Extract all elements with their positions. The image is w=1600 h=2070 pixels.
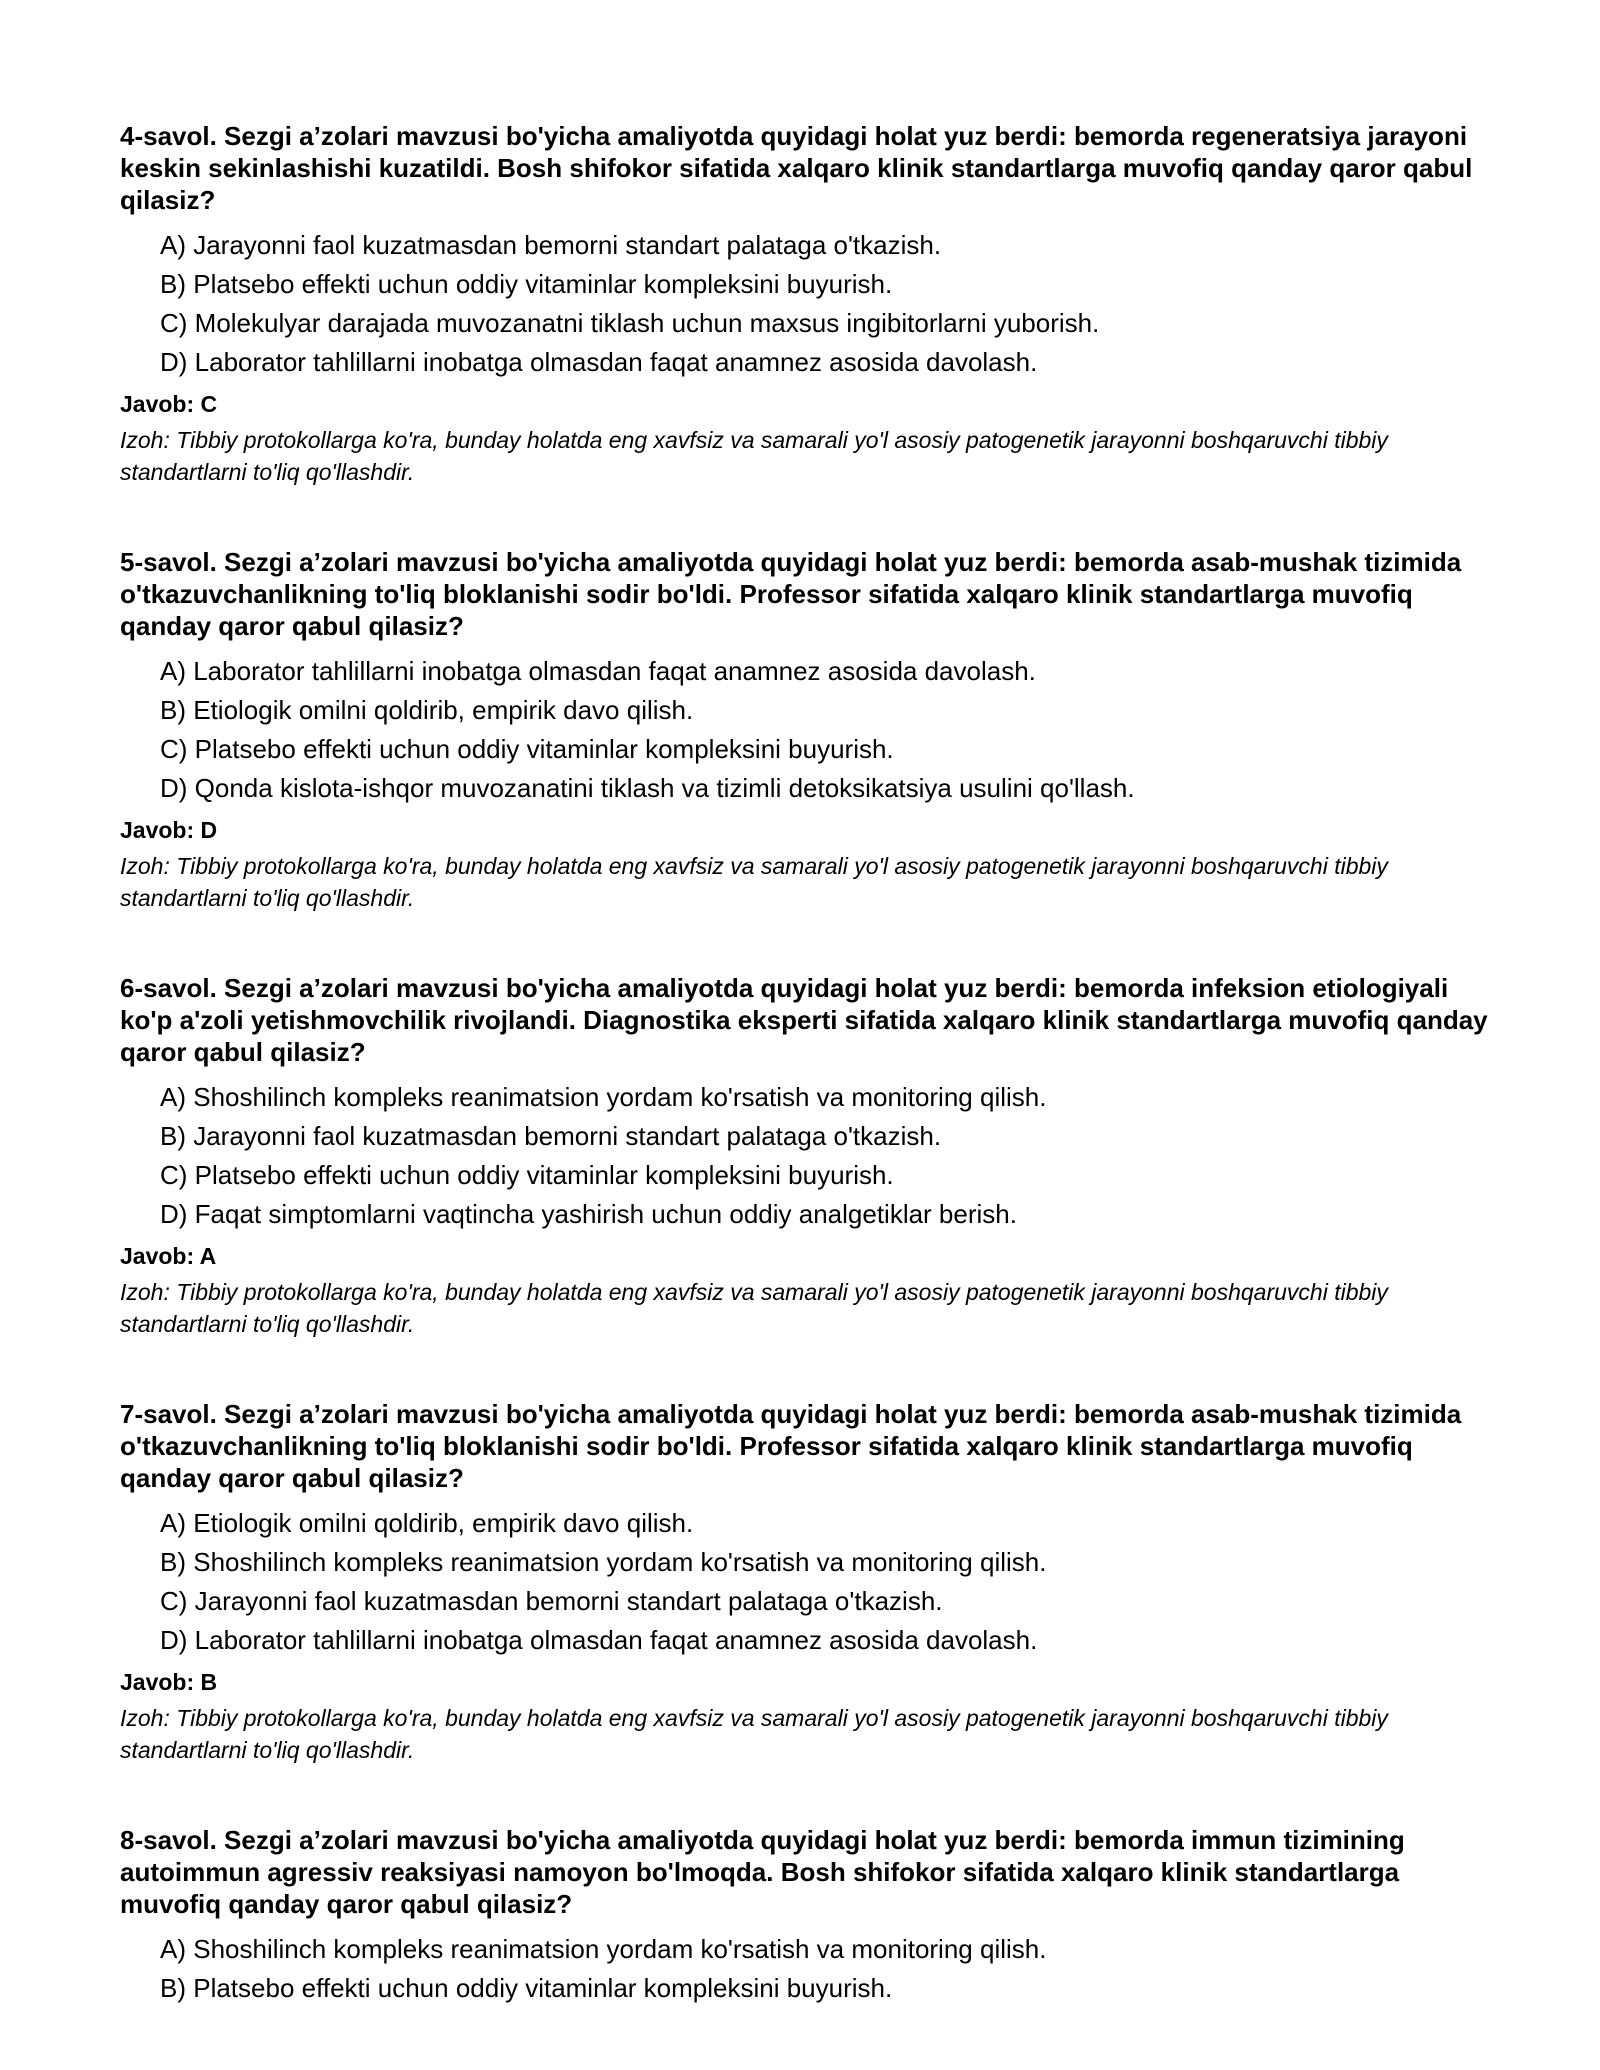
option-a: A) Etiologik omilni qoldirib, empirik davo qilish. xyxy=(160,1508,694,1538)
answer: Javob: B xyxy=(120,1669,218,1695)
answer: Javob: A xyxy=(120,1243,217,1269)
options-list xyxy=(120,1930,1500,2008)
option-b: B) Platsebo effekti uchun oddiy vitaminlar kompleksini buyurish. xyxy=(160,269,893,299)
question-block xyxy=(120,972,1500,1340)
explanation: Izoh: Tibbiy protokollarga ko'ra, bunday holatda eng xavfsiz va samarali yo'l asosiy patogenetik jarayonni boshqaruvchi tibbiy standartlarni to'liq qo'llashdir. xyxy=(120,427,1388,485)
option-a: A) Shoshilinch kompleks reanimatsion yordam ko'rsatish va monitoring qilish. xyxy=(160,1082,1047,1112)
question-text: 8-savol. Sezgi a’zolari mavzusi bo'yicha amaliyotda quyidagi holat yuz berdi: bemorda immun tizimining autoimmun agressiv reaksiyasi namoyon bo'lmoqda. Bosh shifokor sifatida xalqaro klinik standartlarga muvofiq qanday qaror qabul qilasiz? xyxy=(120,1825,1405,1919)
option-b: B) Jarayonni faol kuzatmasdan bemorni standart palataga o'tkazish. xyxy=(160,1121,942,1151)
question-text: 7-savol. Sezgi a’zolari mavzusi bo'yicha amaliyotda quyidagi holat yuz berdi: bemorda asab-mushak tizimida o'tkazuvchanlikning to'liq bloklanishi sodir bo'ldi. Professor sifatida xalqaro klinik standartlarga muvofiq qanday qaror qabul qilasiz? xyxy=(120,1399,1462,1493)
question-block xyxy=(120,1398,1500,1766)
question-text: 6-savol. Sezgi a’zolari mavzusi bo'yicha amaliyotda quyidagi holat yuz berdi: bemorda infeksion etiologiyali ko'p a'zoli yetishmovchilik rivojlandi. Diagnostika eksperti sifatida xalqaro klinik standartlarga muvofiq qanday qaror qabul qilasiz? xyxy=(120,973,1488,1067)
options-list xyxy=(120,1504,1500,1660)
option-c: C) Platsebo effekti uchun oddiy vitaminlar kompleksini buyurish. xyxy=(160,734,894,764)
option-b: B) Platsebo effekti uchun oddiy vitaminlar kompleksini buyurish. xyxy=(160,1973,893,2003)
option-a: A) Jarayonni faol kuzatmasdan bemorni standart palataga o'tkazish. xyxy=(160,230,942,260)
answer: Javob: C xyxy=(120,391,218,417)
option-c: C) Platsebo effekti uchun oddiy vitaminlar kompleksini buyurish. xyxy=(160,1160,894,1190)
question-block xyxy=(120,120,1500,488)
option-b: B) Etiologik omilni qoldirib, empirik davo qilish. xyxy=(160,695,694,725)
option-a: A) Shoshilinch kompleks reanimatsion yordam ko'rsatish va monitoring qilish. xyxy=(160,1934,1047,1964)
option-d: D) Laborator tahlillarni inobatga olmasdan faqat anamnez asosida davolash. xyxy=(160,1625,1038,1655)
options-list xyxy=(120,652,1500,808)
option-c: C) Jarayonni faol kuzatmasdan bemorni standart palataga o'tkazish. xyxy=(160,1586,943,1616)
option-c: C) Molekulyar darajada muvozanatni tiklash uchun maxsus ingibitorlarni yuborish. xyxy=(160,308,1100,338)
explanation: Izoh: Tibbiy protokollarga ko'ra, bunday holatda eng xavfsiz va samarali yo'l asosiy patogenetik jarayonni boshqaruvchi tibbiy standartlarni to'liq qo'llashdir. xyxy=(120,853,1388,911)
question-block xyxy=(120,1824,1500,2008)
option-d: D) Laborator tahlillarni inobatga olmasdan faqat anamnez asosida davolash. xyxy=(160,347,1038,377)
explanation: Izoh: Tibbiy protokollarga ko'ra, bunday holatda eng xavfsiz va samarali yo'l asosiy patogenetik jarayonni boshqaruvchi tibbiy standartlarni to'liq qo'llashdir. xyxy=(120,1705,1388,1763)
option-d: D) Faqat simptomlarni vaqtincha yashirish uchun oddiy analgetiklar berish. xyxy=(160,1199,1017,1229)
option-d: D) Qonda kislota-ishqor muvozanatini tiklash va tizimli detoksikatsiya usulini qo'llash. xyxy=(160,773,1135,803)
options-list xyxy=(120,226,1500,382)
question-block xyxy=(120,546,1500,914)
question-text: 5-savol. Sezgi a’zolari mavzusi bo'yicha amaliyotda quyidagi holat yuz berdi: bemorda asab-mushak tizimida o'tkazuvchanlikning to'liq bloklanishi sodir bo'ldi. Professor sifatida xalqaro klinik standartlarga muvofiq qanday qaror qabul qilasiz? xyxy=(120,547,1462,641)
question-text: 4-savol. Sezgi a’zolari mavzusi bo'yicha amaliyotda quyidagi holat yuz berdi: bemorda regeneratsiya jarayoni keskin sekinlashishi kuzatildi. Bosh shifokor sifatida xalqaro klinik standartlarga muvofiq qanday qaror qabul qilasiz? xyxy=(120,121,1473,215)
option-b: B) Shoshilinch kompleks reanimatsion yordam ko'rsatish va monitoring qilish. xyxy=(160,1547,1047,1577)
answer: Javob: D xyxy=(120,817,218,843)
option-a: A) Laborator tahlillarni inobatga olmasdan faqat anamnez asosida davolash. xyxy=(160,656,1036,686)
options-list xyxy=(120,1078,1500,1234)
explanation: Izoh: Tibbiy protokollarga ko'ra, bunday holatda eng xavfsiz va samarali yo'l asosiy patogenetik jarayonni boshqaruvchi tibbiy standartlarni to'liq qo'llashdir. xyxy=(120,1279,1388,1337)
document-page xyxy=(120,120,1500,2066)
